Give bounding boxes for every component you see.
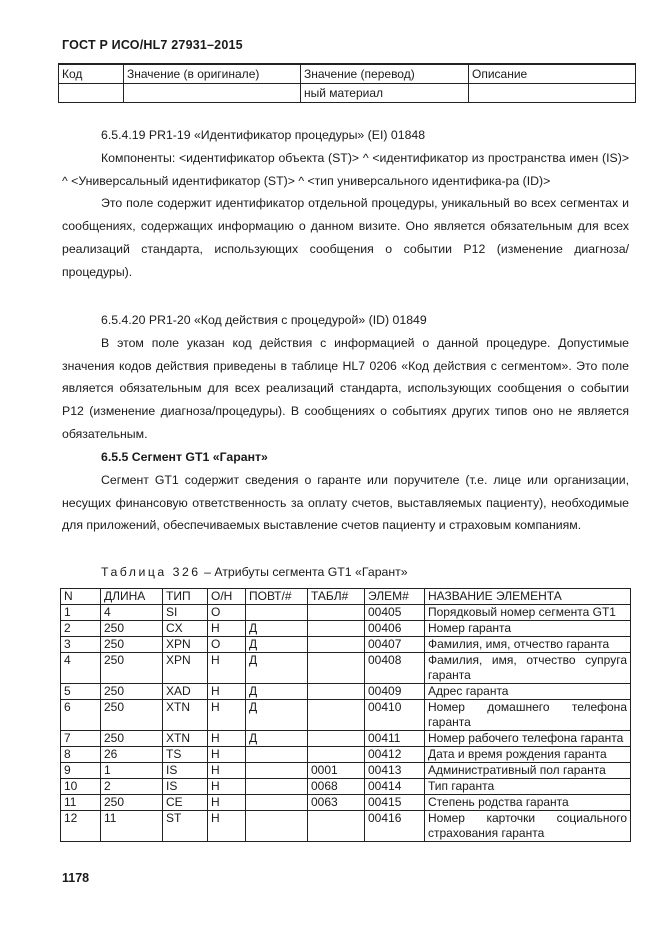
- table-cell: Адрес гаранта: [425, 684, 631, 700]
- table-cell: [59, 84, 124, 103]
- table-cell: 00405: [365, 605, 425, 621]
- table-cell: 10: [61, 779, 101, 795]
- table-cell: [246, 605, 308, 621]
- table-cell: 00409: [365, 684, 425, 700]
- table-cell: 00415: [365, 795, 425, 811]
- table-row: [61, 605, 631, 621]
- table-cell: ный материал: [301, 84, 469, 103]
- table-cell: Н: [208, 763, 246, 779]
- table-row: [61, 621, 631, 637]
- table-cell: [246, 779, 308, 795]
- table-cell: XTN: [163, 731, 208, 747]
- table-row: [61, 747, 631, 763]
- table-cell: Д: [246, 731, 308, 747]
- continued-code-table: [58, 63, 636, 103]
- table-cell: 00406: [365, 621, 425, 637]
- table-cell: [308, 637, 365, 653]
- column-header: Код: [59, 64, 124, 84]
- table-cell: 00408: [365, 653, 425, 684]
- table-cell: [308, 684, 365, 700]
- table-cell: [308, 700, 365, 731]
- table-cell: 00407: [365, 637, 425, 653]
- table-cell: XAD: [163, 684, 208, 700]
- section-heading: 6.5.4.20 PR1-20 «Код действия с процедурой» (ID) 01849: [101, 313, 427, 327]
- table-cell: 250: [101, 621, 163, 637]
- column-header: ПОВТ/#: [246, 589, 308, 605]
- table-cell: [246, 747, 308, 763]
- section-heading: 6.5.4.19 PR1-19 «Идентификатор процедуры» (EI) 01848: [101, 128, 426, 142]
- table-cell: 0001: [308, 763, 365, 779]
- table-cell: Н: [208, 684, 246, 700]
- table-cell: 8: [61, 747, 101, 763]
- table-cell: 00413: [365, 763, 425, 779]
- column-header: О/Н: [208, 589, 246, 605]
- table-cell: 00414: [365, 779, 425, 795]
- gt1-attributes-table: [60, 588, 631, 842]
- table-cell: Административный пол гаранта: [425, 763, 631, 779]
- table-cell: Фамилия, имя, отчество гаранта: [425, 637, 631, 653]
- table-cell: 6: [61, 700, 101, 731]
- table-cell: 2: [101, 779, 163, 795]
- table-caption: [101, 565, 408, 579]
- section-heading: 6.5.5 Сегмент GT1 «Гарант»: [101, 450, 268, 464]
- table-cell: 00410: [365, 700, 425, 731]
- table-cell: CE: [163, 795, 208, 811]
- table-cell: Номер домашнего телефона гаранта: [425, 700, 631, 731]
- table-number: Таблица 326: [101, 565, 201, 579]
- table-cell: [308, 731, 365, 747]
- table-cell: Н: [208, 779, 246, 795]
- table-cell: Н: [208, 731, 246, 747]
- table-cell: Степень родства гаранта: [425, 795, 631, 811]
- table-cell: 250: [101, 731, 163, 747]
- table-row: [59, 84, 636, 103]
- table-cell: Фамилия, имя, отчество супруга гаранта: [425, 653, 631, 684]
- table-cell: [308, 653, 365, 684]
- body-paragraph: Сегмент GT1 содержит сведения о гаранте или поручителе (т.е. лице или организации, несущих финансовую ответственность за оплату счетов, выставляемых пациенту), необходимые для приложений, обеспечиваемых выставление счетов пациенту и страховым компаниям.: [62, 472, 629, 533]
- components-paragraph: Компоненты: <идентификатор объекта (ST)> ^ <идентификатор из пространства имен (IS)> ^ <Универсальный идентификатор (ST)> ^ <тип универсального идентифика-ра (ID)>: [62, 150, 629, 188]
- table-cell: Номер рабочего телефона гаранта: [425, 731, 631, 747]
- table-row: [61, 684, 631, 700]
- table-row: [61, 731, 631, 747]
- table-cell: Тип гаранта: [425, 779, 631, 795]
- table-cell: 250: [101, 700, 163, 731]
- column-header: N: [61, 589, 101, 605]
- table-cell: 4: [101, 605, 163, 621]
- table-cell: XPN: [163, 653, 208, 684]
- table-cell: Д: [246, 653, 308, 684]
- column-header: ЭЛЕМ#: [365, 589, 425, 605]
- column-header: ТИП: [163, 589, 208, 605]
- document-header: ГОСТ Р ИСО/HL7 27931–2015: [62, 38, 243, 52]
- column-header: Значение (перевод): [301, 64, 469, 84]
- table-cell: Н: [208, 653, 246, 684]
- column-header: НАЗВАНИЕ ЭЛЕМЕНТА: [425, 589, 631, 605]
- table-cell: Н: [208, 700, 246, 731]
- table-cell: CX: [163, 621, 208, 637]
- table-cell: 5: [61, 684, 101, 700]
- table-cell: [246, 795, 308, 811]
- table-cell: 12: [61, 811, 101, 842]
- table-cell: [308, 605, 365, 621]
- body-paragraph: В этом поле указан код действия с информацией о данной процедуре. Допустимые значения кодов действия приведены в таблице HL7 0206 «Код действия с сегментом». Это поле является обязательным для всех реализаций стандарта, использующих сообщения о событии P12 (изменение диагноза/процедуры). В сообщениях о событиях других типов оно не является обязательным.: [62, 335, 629, 441]
- table-cell: [246, 811, 308, 842]
- table-cell: 26: [101, 747, 163, 763]
- table-header-row: [59, 64, 636, 84]
- table-cell: 0063: [308, 795, 365, 811]
- table-cell: 0068: [308, 779, 365, 795]
- table-cell: 7: [61, 731, 101, 747]
- table-body: [61, 605, 631, 842]
- table-cell: SI: [163, 605, 208, 621]
- table-cell: 250: [101, 684, 163, 700]
- body-paragraph: Это поле содержит идентификатор отдельной процедуры, уникальный во всех сегментах и сообщениях, содержащих информацию о данном визите. Оно является обязательным для всех реализаций стандарта, использующих сообщения о событии P12 (изменение диагноза/процедуры).: [62, 196, 629, 279]
- table-cell: Номер карточки социального страхования гаранта: [425, 811, 631, 842]
- table-cell: 1: [101, 763, 163, 779]
- table-cell: [246, 763, 308, 779]
- table-row: [61, 763, 631, 779]
- table-cell: 250: [101, 653, 163, 684]
- table-cell: Н: [208, 747, 246, 763]
- section-pr1-20: [62, 309, 629, 446]
- table-cell: Н: [208, 795, 246, 811]
- table-cell: [308, 747, 365, 763]
- table-cell: 2: [61, 621, 101, 637]
- table-cell: О: [208, 605, 246, 621]
- section-pr1-19: [62, 124, 629, 284]
- table-cell: 11: [101, 811, 163, 842]
- table-cell: ST: [163, 811, 208, 842]
- table-cell: 00416: [365, 811, 425, 842]
- table-cell: 1: [61, 605, 101, 621]
- column-header: ТАБЛ#: [308, 589, 365, 605]
- table-cell: XTN: [163, 700, 208, 731]
- table-header-row: [61, 589, 631, 605]
- table-cell: TS: [163, 747, 208, 763]
- table-cell: [124, 84, 301, 103]
- table-cell: О: [208, 637, 246, 653]
- table-cell: XPN: [163, 637, 208, 653]
- section-gt1: [62, 446, 629, 537]
- table-title: – Атрибуты сегмента GT1 «Гарант»: [204, 565, 408, 579]
- table-cell: Д: [246, 684, 308, 700]
- table-row: [61, 700, 631, 731]
- table-cell: Дата и время рождения гаранта: [425, 747, 631, 763]
- column-header: ДЛИНА: [101, 589, 163, 605]
- column-header: Описание: [469, 64, 636, 84]
- table-cell: IS: [163, 763, 208, 779]
- table-cell: [308, 621, 365, 637]
- table-cell: 250: [101, 637, 163, 653]
- table-cell: Порядковый номер сегмента GT1: [425, 605, 631, 621]
- table-cell: Номер гаранта: [425, 621, 631, 637]
- table-cell: IS: [163, 779, 208, 795]
- table-cell: [308, 811, 365, 842]
- table-cell: 00411: [365, 731, 425, 747]
- table-cell: Д: [246, 621, 308, 637]
- table-row: [61, 795, 631, 811]
- table-cell: Д: [246, 700, 308, 731]
- table-cell: 250: [101, 795, 163, 811]
- table-cell: Н: [208, 811, 246, 842]
- table-cell: 11: [61, 795, 101, 811]
- column-header: Значение (в оригинале): [124, 64, 301, 84]
- table-row: [61, 653, 631, 684]
- page-number: 1178: [62, 871, 90, 885]
- table-cell: 9: [61, 763, 101, 779]
- table-cell: Д: [246, 637, 308, 653]
- table-row: [61, 779, 631, 795]
- table-row: [61, 811, 631, 842]
- table-cell: 00412: [365, 747, 425, 763]
- table-cell: [469, 84, 636, 103]
- table-row: [61, 637, 631, 653]
- table-cell: Н: [208, 621, 246, 637]
- table-cell: 3: [61, 637, 101, 653]
- table-cell: 4: [61, 653, 101, 684]
